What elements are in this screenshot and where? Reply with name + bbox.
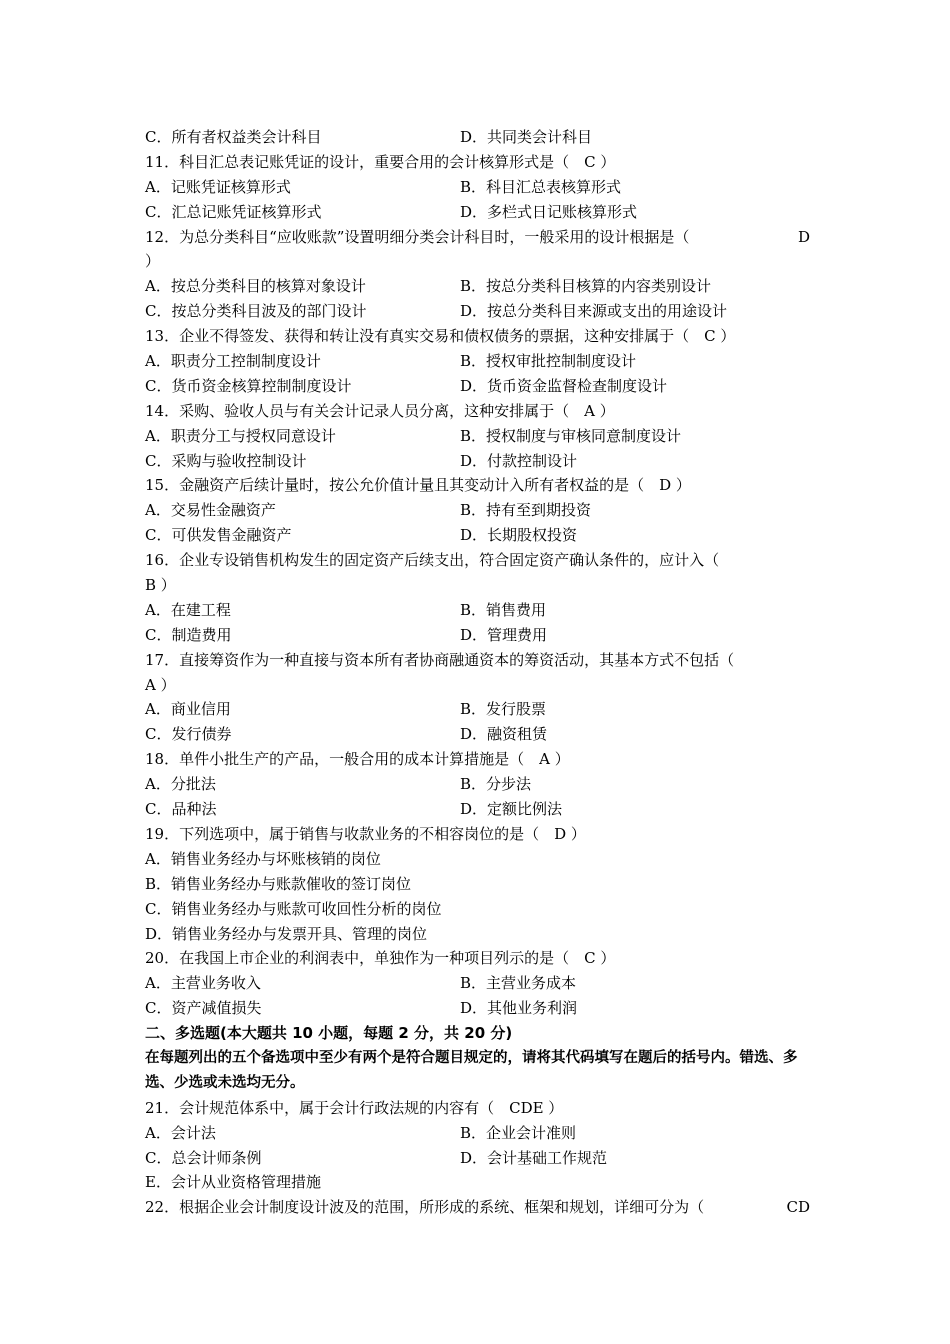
option-c: C．资产减值损失 (145, 999, 262, 1018)
option-row (145, 200, 810, 225)
question-14: 14．采购、验收人员与有关会计记录人员分离，这种安排属于（ A ） (145, 401, 615, 420)
section-heading: 二、多选题(本大题共 10 小题，每题 2 分，共 20 分) (145, 1024, 513, 1043)
option-a: A．按总分类科目的核算对象设计 (145, 277, 366, 296)
question-16: 16．企业专设销售机构发生的固定资产后续支出，符合固定资产确认条件的，应计入（ (145, 551, 720, 570)
question-22 (145, 1195, 810, 1220)
option-row (145, 498, 810, 523)
option-b: B．主营业务成本 (460, 974, 577, 993)
option-row (145, 274, 810, 299)
option-row (145, 374, 810, 399)
option-row (145, 697, 810, 722)
option-d: D．多栏式日记账核算形式 (460, 202, 638, 221)
option-b: B．企业会计准则 (460, 1123, 577, 1142)
option-c: C．可供发售金融资产 (145, 526, 292, 545)
option-d: D．长期股权投资 (460, 526, 578, 545)
option-a: A．在建工程 (145, 600, 231, 619)
option-c: C．发行债券 (145, 725, 232, 744)
option-b: B．授权制度与审核同意制度设计 (460, 426, 682, 445)
option-d: D．定额比例法 (460, 800, 563, 819)
option-row (145, 449, 810, 474)
section-instructions: 在每题列出的五个备选项中至少有两个是符合题目规定的，请将其代码填写在题后的括号内。错选、多选、少选或未选均无分。 (145, 1049, 798, 1091)
document-page (145, 125, 810, 1220)
option-d: D．货币资金监督检查制度设计 (460, 376, 668, 395)
option-a: A．职责分工控制制度设计 (145, 352, 321, 371)
question-15: 15．金融资产后续计量时，按公允价值计量且其变动计入所有者权益的是（ D ） (145, 476, 691, 495)
question-17-answer: A ） (145, 675, 176, 694)
option-e: E．会计从业资格管理措施 (145, 1173, 321, 1192)
option-row (145, 1121, 810, 1146)
option-row (145, 598, 810, 623)
option-row (145, 971, 810, 996)
option-a: A．职责分工与授权同意设计 (145, 426, 336, 445)
question-11: 11．科目汇总表记账凭证的设计，重要合用的会计核算形式是（ C ） (145, 152, 616, 171)
option-row (145, 125, 810, 150)
option-row (145, 623, 810, 648)
option-b: B．销售业务经办与账款催收的签订岗位 (145, 874, 412, 893)
question-17: 17．直接筹资作为一种直接与资本所有者协商融通资本的筹资活动，其基本方式不包括（ (145, 650, 735, 669)
question-16-answer: B ） (145, 576, 176, 595)
option-d: D．付款控制设计 (460, 451, 578, 470)
question-12-answer: D (797, 227, 810, 246)
option-row (145, 349, 810, 374)
option-d: D．融资租赁 (460, 725, 548, 744)
question-19: 19．下列选项中，属于销售与收款业务的不相容岗位的是（ D ） (145, 824, 586, 843)
option-a: A．会计法 (145, 1123, 216, 1142)
question-22-answer: CD (786, 1198, 810, 1217)
option-b: B．分步法 (460, 775, 532, 794)
option-d: D．管理费用 (460, 625, 548, 644)
question-20: 20．在我国上市企业的利润表中，单独作为一种项目列示的是（ C ） (145, 949, 616, 968)
option-a: A．销售业务经办与坏账核销的岗位 (145, 849, 381, 868)
option-a: A．记账凭证核算形式 (145, 177, 291, 196)
option-d: D．会计基础工作规范 (460, 1148, 608, 1167)
option-d: D．其他业务利润 (460, 999, 578, 1018)
question-13: 13．企业不得签发、获得和转让没有真实交易和债权债务的票据，这种安排属于（ C ） (145, 327, 736, 346)
option-c: C．采购与验收控制设计 (145, 451, 307, 470)
option-c: C．品种法 (145, 800, 217, 819)
option-c: C．所有者权益类会计科目 (145, 128, 322, 146)
option-b: B．按总分类科目核算的内容类别设计 (460, 277, 712, 296)
question-12 (145, 225, 810, 250)
question-22-text: 22．根据企业会计制度设计波及的范围，所形成的系统、框架和规划，详细可分为（ (145, 1198, 705, 1217)
option-d: D．销售业务经办与发票开具、管理的岗位 (145, 924, 428, 943)
option-row (145, 175, 810, 200)
option-a: A．分批法 (145, 775, 216, 794)
option-row (145, 299, 810, 324)
option-row (145, 772, 810, 797)
option-b: B．科目汇总表核算形式 (460, 177, 622, 196)
option-row (145, 722, 810, 747)
option-b: B．销售费用 (460, 600, 547, 619)
option-row (145, 523, 810, 548)
question-12-text: 12．为总分类科目“应收账款”设置明细分类会计科目时，一般采用的设计根据是（ (145, 227, 690, 246)
option-a: A．交易性金融资产 (145, 501, 276, 520)
option-d: D．共同类会计科目 (460, 128, 593, 146)
option-a: A．主营业务收入 (145, 974, 261, 993)
question-21: 21．会计规范体系中，属于会计行政法规的内容有（ CDE ） (145, 1098, 564, 1117)
option-b: B．持有至到期投资 (460, 501, 592, 520)
option-row (145, 996, 810, 1021)
option-c: C．按总分类科目波及的部门设计 (145, 302, 367, 321)
question-18: 18．单件小批生产的产品，一般合用的成本计算措施是（ A ） (145, 750, 570, 769)
option-row (145, 424, 810, 449)
option-b: B．授权审批控制制度设计 (460, 352, 637, 371)
option-c: C．汇总记账凭证核算形式 (145, 202, 322, 221)
option-row (145, 797, 810, 822)
question-12-close: ） (145, 252, 161, 271)
option-c: C．制造费用 (145, 625, 232, 644)
option-row (145, 1146, 810, 1171)
option-d: D．按总分类科目来源或支出的用途设计 (460, 302, 728, 321)
option-c: C．货币资金核算控制制度设计 (145, 376, 352, 395)
option-c: C．总会计师条例 (145, 1148, 262, 1167)
option-a: A．商业信用 (145, 700, 231, 719)
option-c: C．销售业务经办与账款可收回性分析的岗位 (145, 899, 442, 918)
option-b: B．发行股票 (460, 700, 547, 719)
